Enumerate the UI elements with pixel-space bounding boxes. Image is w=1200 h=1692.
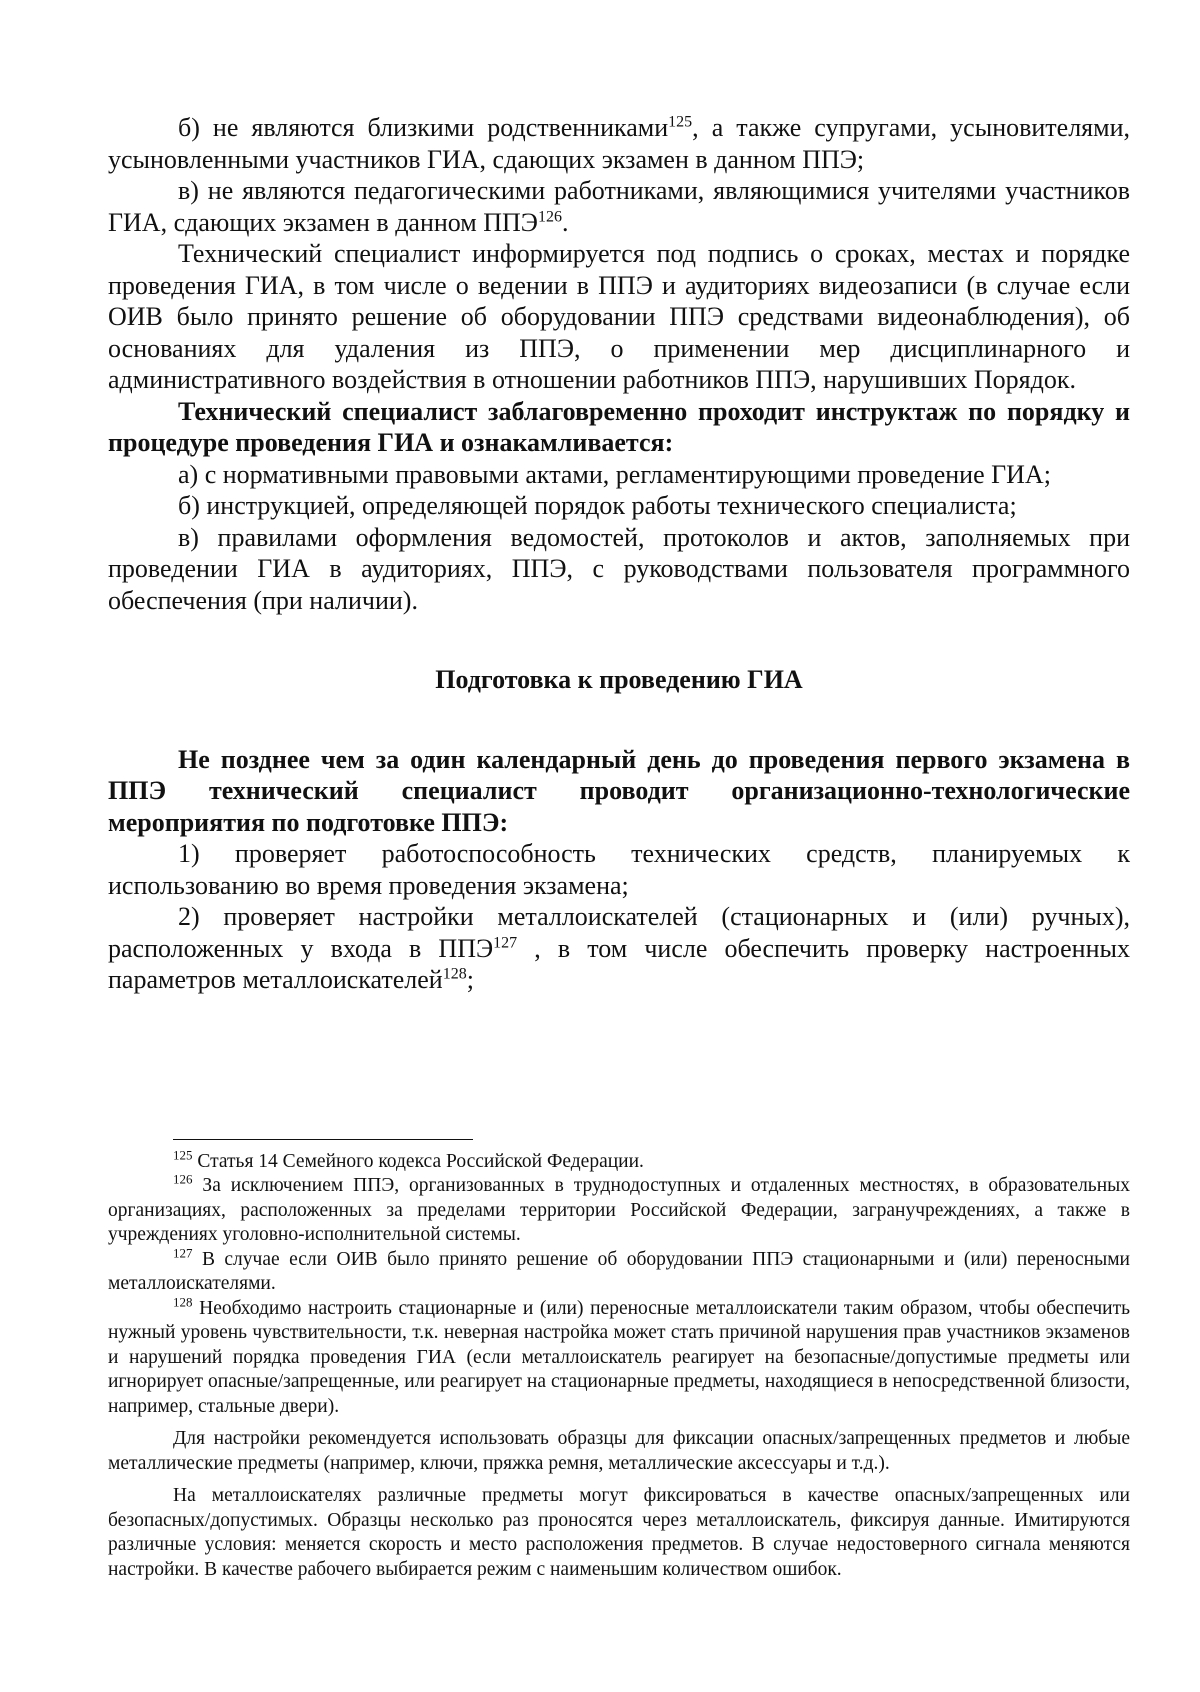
footnote-127: $^{127}$ В случае если ОИВ было принято решение об оборудовании ППЭ стационарными и (или) переносными металлоискателями.: [108, 1245, 1130, 1294]
list-item-1: 1) проверяет работоспособность технических средств, планируемых к использованию во время проведения экзамена;: [108, 839, 1130, 900]
paragraph-v-teachers: в) не являются педагогическими работниками, являющимися учителями участников ГИА, сдающих экзамен в данном ППЭ$^{126}$.: [108, 176, 1130, 237]
footnote-128: $^{128}$ Необходимо настроить стационарные и (или) переносные металлоискатели таким образом, чтобы обеспечить нужный уровень чувствительности, т.к. неверная настройка может стать причиной нарушения прав участников экзаменов и нарушений порядка проведения ГИА (если металлоискатель реагирует на безопасные/допустимые предметы или игнорирует опасные/запрещенные, или реагирует на стационарные предметы, находящиеся в непосредственной близости, например, стальные двери).: [108, 1294, 1130, 1417]
paragraph-informed: Технический специалист информируется под подпись о сроках, местах и порядке проведения ГИА, в том числе о ведении в ППЭ и аудиториях видеозаписи (в случае если ОИВ было принято решение об оборудовании ППЭ средствами видеонаблюдения), об основаниях для удаления из ППЭ, о применении мер дисциплинарного и административного воздействия в отношении работников ППЭ, нарушивших Порядок.: [108, 239, 1130, 394]
footnote-ref-128[interactable]: 128: [442, 965, 467, 983]
section-heading: Подготовка к проведению ГИА: [435, 665, 803, 694]
footnote-128-testing: На металлоискателях различные предметы могут фиксироваться в качестве опасных/запрещенных или безопасных/допустимых. Образцы несколько раз проносятся через металлоискатель, фиксируя данные. Имитируются различные условия: меняется скорость и место расположения предметов. В случае недостоверного сигнала меняются настройки. В качестве рабочего выбирается режим с наименьшим количеством ошибок.: [108, 1485, 1130, 1580]
footnote-ref-127[interactable]: 127: [493, 933, 518, 951]
footnote-126: $^{126}$ За исключением ППЭ, организованных в труднодоступных и отдаленных местностях, в образовательных организациях, расположенных за пределами территории Российской Федерации, загранучреждениях, а также в учреждениях уголовно-исполнительной системы.: [108, 1171, 1130, 1245]
footnotes: [108, 1147, 1130, 1583]
footnote-divider: [173, 1139, 473, 1140]
footnote-128-setup: Для настройки рекомендуется использовать образцы для фиксации опасных/запрещенных предметов и любые металлические предметы (например, ключи, пряжка ремня, металлические аксессуары и т.д.).: [108, 1428, 1130, 1474]
paragraph-deadline: Не позднее чем за один календарный день до проведения первого экзамена в ППЭ технический специалист проводит организационно-технологические мероприятия по подготовке ППЭ:: [108, 744, 1130, 837]
paragraph-instruction: Технический специалист заблаговременно проходит инструктаж по порядку и процедуре проведения ГИА и ознакамливается:: [108, 396, 1130, 457]
list-item-v: в) правилами оформления ведомостей, протоколов и актов, заполняемых при проведении ГИА в аудиториях, ППЭ, с руководствами пользователя программного обеспечения (при наличии).: [108, 522, 1130, 615]
paragraph-b-relatives: б) не являются близкими родственниками$^{125}$, а также супругами, усыновителями, усыновленными участников ГИА, сдающих экзамен в данном ППЭ;: [108, 113, 1130, 174]
footnote-ref-125[interactable]: 125: [668, 113, 693, 131]
footnote-ref-126[interactable]: 126: [537, 207, 562, 225]
list-item-a: а) с нормативными правовыми актами, регламентирующими проведение ГИА;: [178, 459, 1051, 489]
footnote-125: $^{125}$ Статья 14 Семейного кодекса Российской Федерации.: [173, 1147, 644, 1172]
list-item-b: б) инструкцией, определяющей порядок работы технического специалиста;: [178, 491, 1017, 520]
main-text: [108, 112, 1130, 996]
list-item-2: 2) проверяет настройки металлоискателей (стационарных и (или) ручных), расположенных у входа в ППЭ$^{127}$ , в том числе обеспечить проверку настроенных параметров металлоискателей$^{128}$;: [108, 902, 1130, 994]
